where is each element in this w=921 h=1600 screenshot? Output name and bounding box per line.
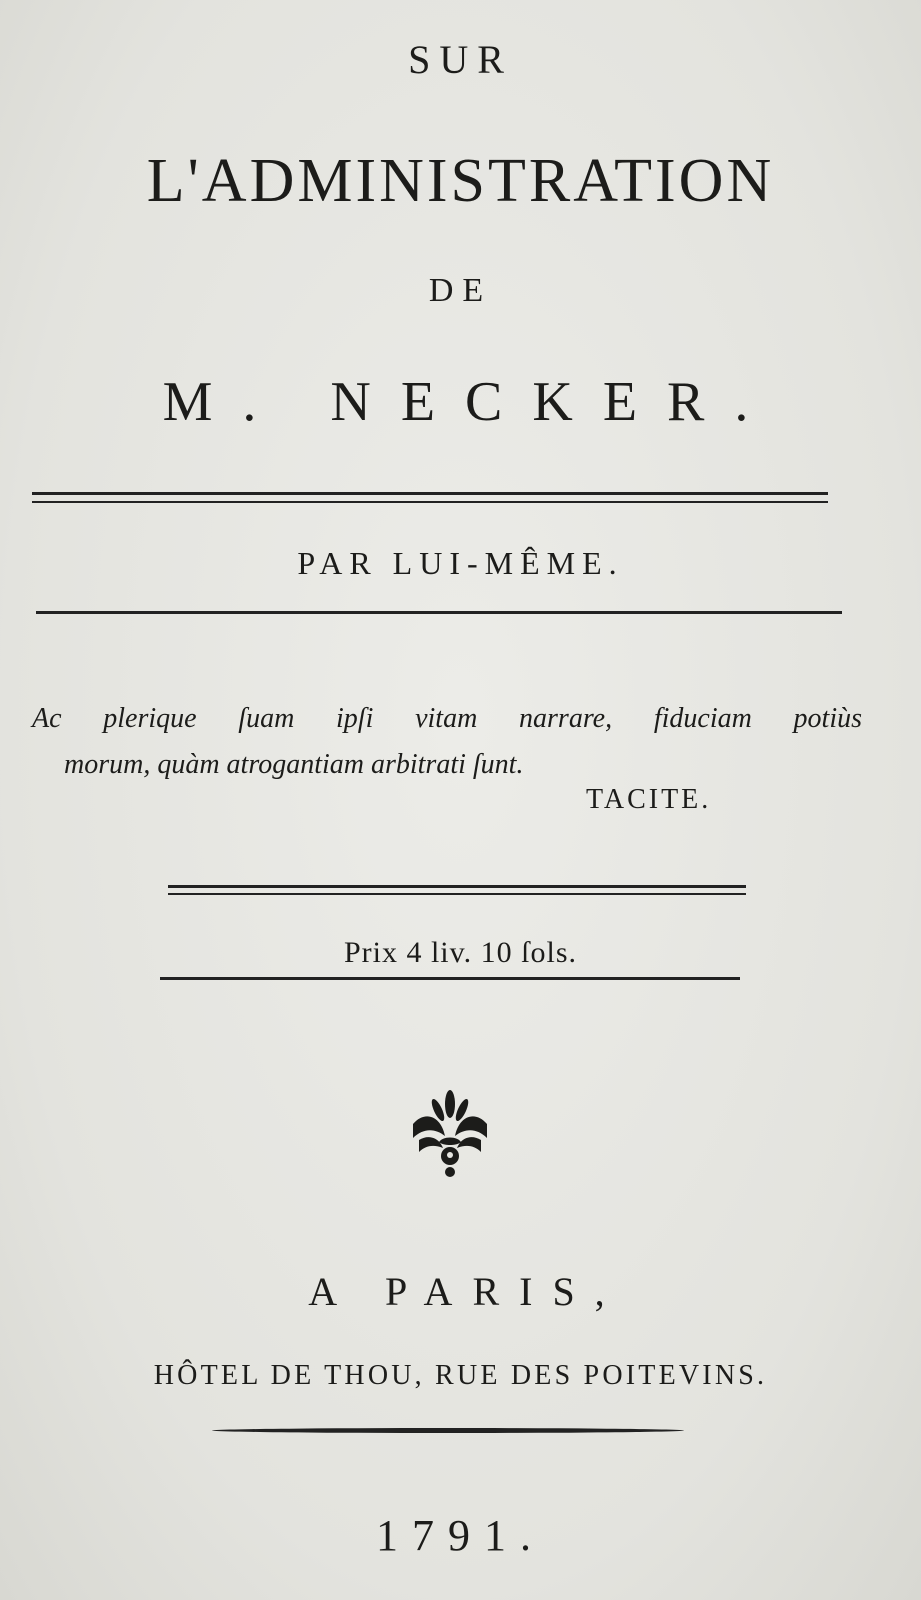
title-line-de: DE <box>428 272 493 309</box>
byline: PAR LUI-MÊME. <box>297 545 624 581</box>
double-rule-price-upper <box>168 885 746 888</box>
imprint-city: A PARIS, <box>308 1269 625 1314</box>
double-rule-top-upper <box>32 492 828 495</box>
title-line-sur: SUR <box>408 37 513 82</box>
single-rule-imprint <box>212 1428 684 1433</box>
single-rule-byline <box>36 611 842 614</box>
single-rule-price <box>160 977 740 980</box>
double-rule-top-lower <box>32 501 828 503</box>
imprint-address: HÔTEL DE THOU, RUE DES POITEVINS. <box>153 1360 768 1391</box>
title-line-administration: L'ADMINISTRATION <box>146 147 775 215</box>
fleuron-ornament-icon <box>405 1088 495 1180</box>
epigraph-line-2: morum, quàm atrogantiam arbitrati ſunt. <box>64 749 524 780</box>
price-line: Prix 4 liv. 10 ſols. <box>343 936 578 969</box>
epigraph-line-1: Ac plerique ſuam ipſi vitam narrare, fiduciam potiùs <box>32 703 862 734</box>
publication-year: 1791. <box>376 1511 545 1560</box>
epigraph-attribution: TACITE. <box>586 784 712 815</box>
double-rule-price-lower <box>168 893 746 895</box>
epigraph <box>32 696 862 788</box>
title-line-author: M. NECKER. <box>162 371 779 433</box>
